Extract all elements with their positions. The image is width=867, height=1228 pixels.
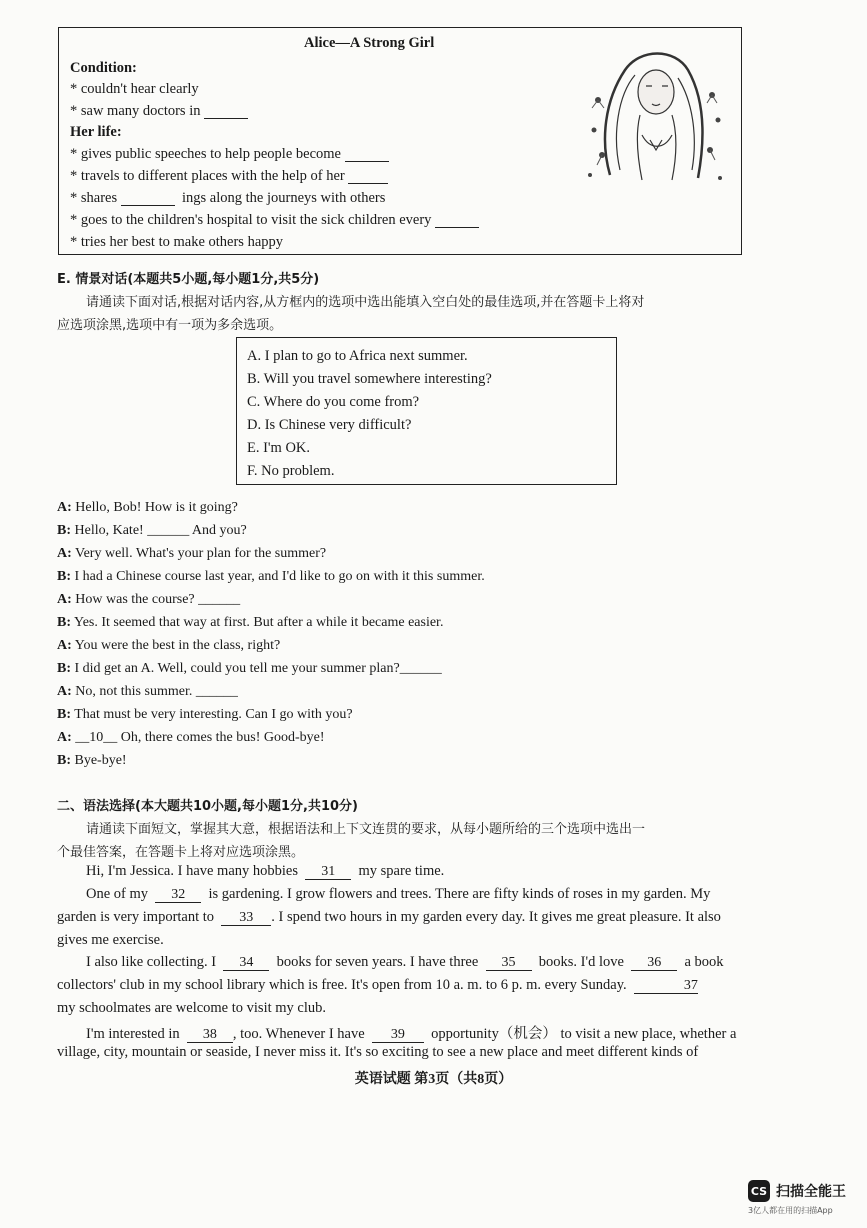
section-e-instruction-2: 应选项涂黑,选项中有一项为多余选项。 (57, 318, 283, 333)
watermark-name: 扫描全能王 (776, 1184, 846, 1200)
condition-heading: Condition: (70, 60, 137, 76)
dialogue-line: B: Yes. It seemed that way at first. But after a while it became easier. (57, 615, 444, 630)
option-c: C. Where do you come from? (247, 394, 420, 410)
section-e-heading: E. 情景对话(本题共5小题,每小题1分,共5分) (57, 272, 320, 287)
blank-36: 36 (631, 956, 677, 971)
dialogue-line: A: __10__ Oh, there comes the bus! Good-bye! (57, 730, 325, 745)
dialogue-line: A: Very well. What's your plan for the summer? (57, 546, 327, 561)
passage-line: Hi, I'm Jessica. I have many hobbies 31 my spare time. (86, 863, 445, 879)
passage-line: garden is very important to 33 . I spend two hours in my garden every day. It gives me great pleasure. It also (57, 909, 721, 925)
section-e-instruction-1: 请通读下面对话,根据对话内容,从方框内的选项中选出能填入空白处的最佳选项,并在答题卡上将对 (86, 295, 645, 310)
blank-32: 32 (155, 888, 201, 903)
blank-line (345, 147, 389, 162)
blank-33: 33 (221, 911, 271, 926)
option-d: D. Is Chinese very difficult? (247, 417, 412, 433)
options-box (236, 337, 617, 485)
section-2-heading: 二、语法选择(本大题共10小题,每小题1分,共10分) (57, 799, 358, 814)
dialogue-line: B: Bye-bye! (57, 753, 127, 768)
blank-line (435, 213, 479, 228)
option-e: E. I'm OK. (247, 440, 311, 456)
passage-line: my schoolmates are welcome to visit my club. (57, 1000, 326, 1016)
life-item-1: * gives public speeches to help people become (70, 146, 389, 163)
life-item-3: * shares ings along the journeys with others (70, 190, 386, 206)
dialogue-line: A: You were the best in the class, right? (57, 638, 281, 653)
scanner-watermark (748, 1180, 846, 1216)
passage-line: I'm interested in 38 , too. Whenever I have 39 opportunity（机会） to visit a new place, whether a (86, 1026, 737, 1042)
passage-line: gives me exercise. (57, 932, 164, 948)
blank-line (348, 169, 388, 184)
option-f: F. No problem. (247, 463, 335, 479)
blank-39: 39 (372, 1028, 424, 1043)
watermark-tagline: 3亿人都在用的扫描App (748, 1206, 833, 1215)
blank-line (204, 104, 248, 119)
condition-item-1: * couldn't hear clearly (70, 81, 199, 97)
blank-37: 37 (634, 979, 698, 994)
dialogue-line: B: Hello, Kate! ______ And you? (57, 523, 247, 538)
page-footer: 英语试题 第3页（共8页） (354, 1072, 513, 1087)
option-b: B. Will you travel somewhere interesting? (247, 371, 492, 387)
dialogue-line: B: I did get an A. Well, could you tell me your summer plan?______ (57, 661, 442, 676)
dialogue-line: A: No, not this summer. ______ (57, 684, 238, 699)
passage-line: I also like collecting. I 34 books for seven years. I have three 35 books. I'd love 36 a book (86, 954, 724, 970)
life-item-2: * travels to different places with the help of her (70, 168, 388, 185)
blank-34: 34 (223, 956, 269, 971)
blank-38: 38 (187, 1028, 233, 1043)
passage-line: village, city, mountain or seaside, I never miss it. It's so exciting to see a new place and meet different kinds of (57, 1044, 699, 1060)
section-2-instruction-1: 请通读下面短文，掌握其大意，根据语法和上下文连贯的要求，从每小题所给的三个选项中选出一 (86, 822, 646, 837)
life-item-4: * goes to the children's hospital to visit the sick children every (70, 212, 479, 229)
dialogue-line: A: How was the course? ______ (57, 592, 241, 607)
condition-item-2: * saw many doctors in (70, 103, 248, 120)
cs-logo-icon: CS (748, 1180, 770, 1202)
passage-line: One of my 32 is gardening. I grow flowers and trees. There are fifty kinds of roses in my garden. My (86, 886, 711, 902)
section-2-instruction-2: 个最佳答案，在答题卡上将对应选项涂黑。 (57, 845, 305, 860)
blank-line (121, 191, 175, 206)
girl-sketch-illustration (580, 40, 730, 190)
life-heading: Her life: (70, 124, 122, 140)
passage-line: collectors' club in my school library which is free. It's open from 10 a. m. to 6 p. m. every Sunday. 37 (57, 977, 698, 993)
dialogue-line: A: Hello, Bob! How is it going? (57, 500, 238, 515)
blank-35: 35 (486, 956, 532, 971)
life-item-5: * tries her best to make others happy (70, 234, 284, 250)
option-a: A. I plan to go to Africa next summer. (247, 348, 468, 364)
blank-31: 31 (305, 865, 351, 880)
dialogue-line: B: That must be very interesting. Can I go with you? (57, 707, 353, 722)
card-title: Alice—A Strong Girl (304, 35, 435, 51)
dialogue-line: B: I had a Chinese course last year, and I'd like to go on with it this summer. (57, 569, 485, 584)
